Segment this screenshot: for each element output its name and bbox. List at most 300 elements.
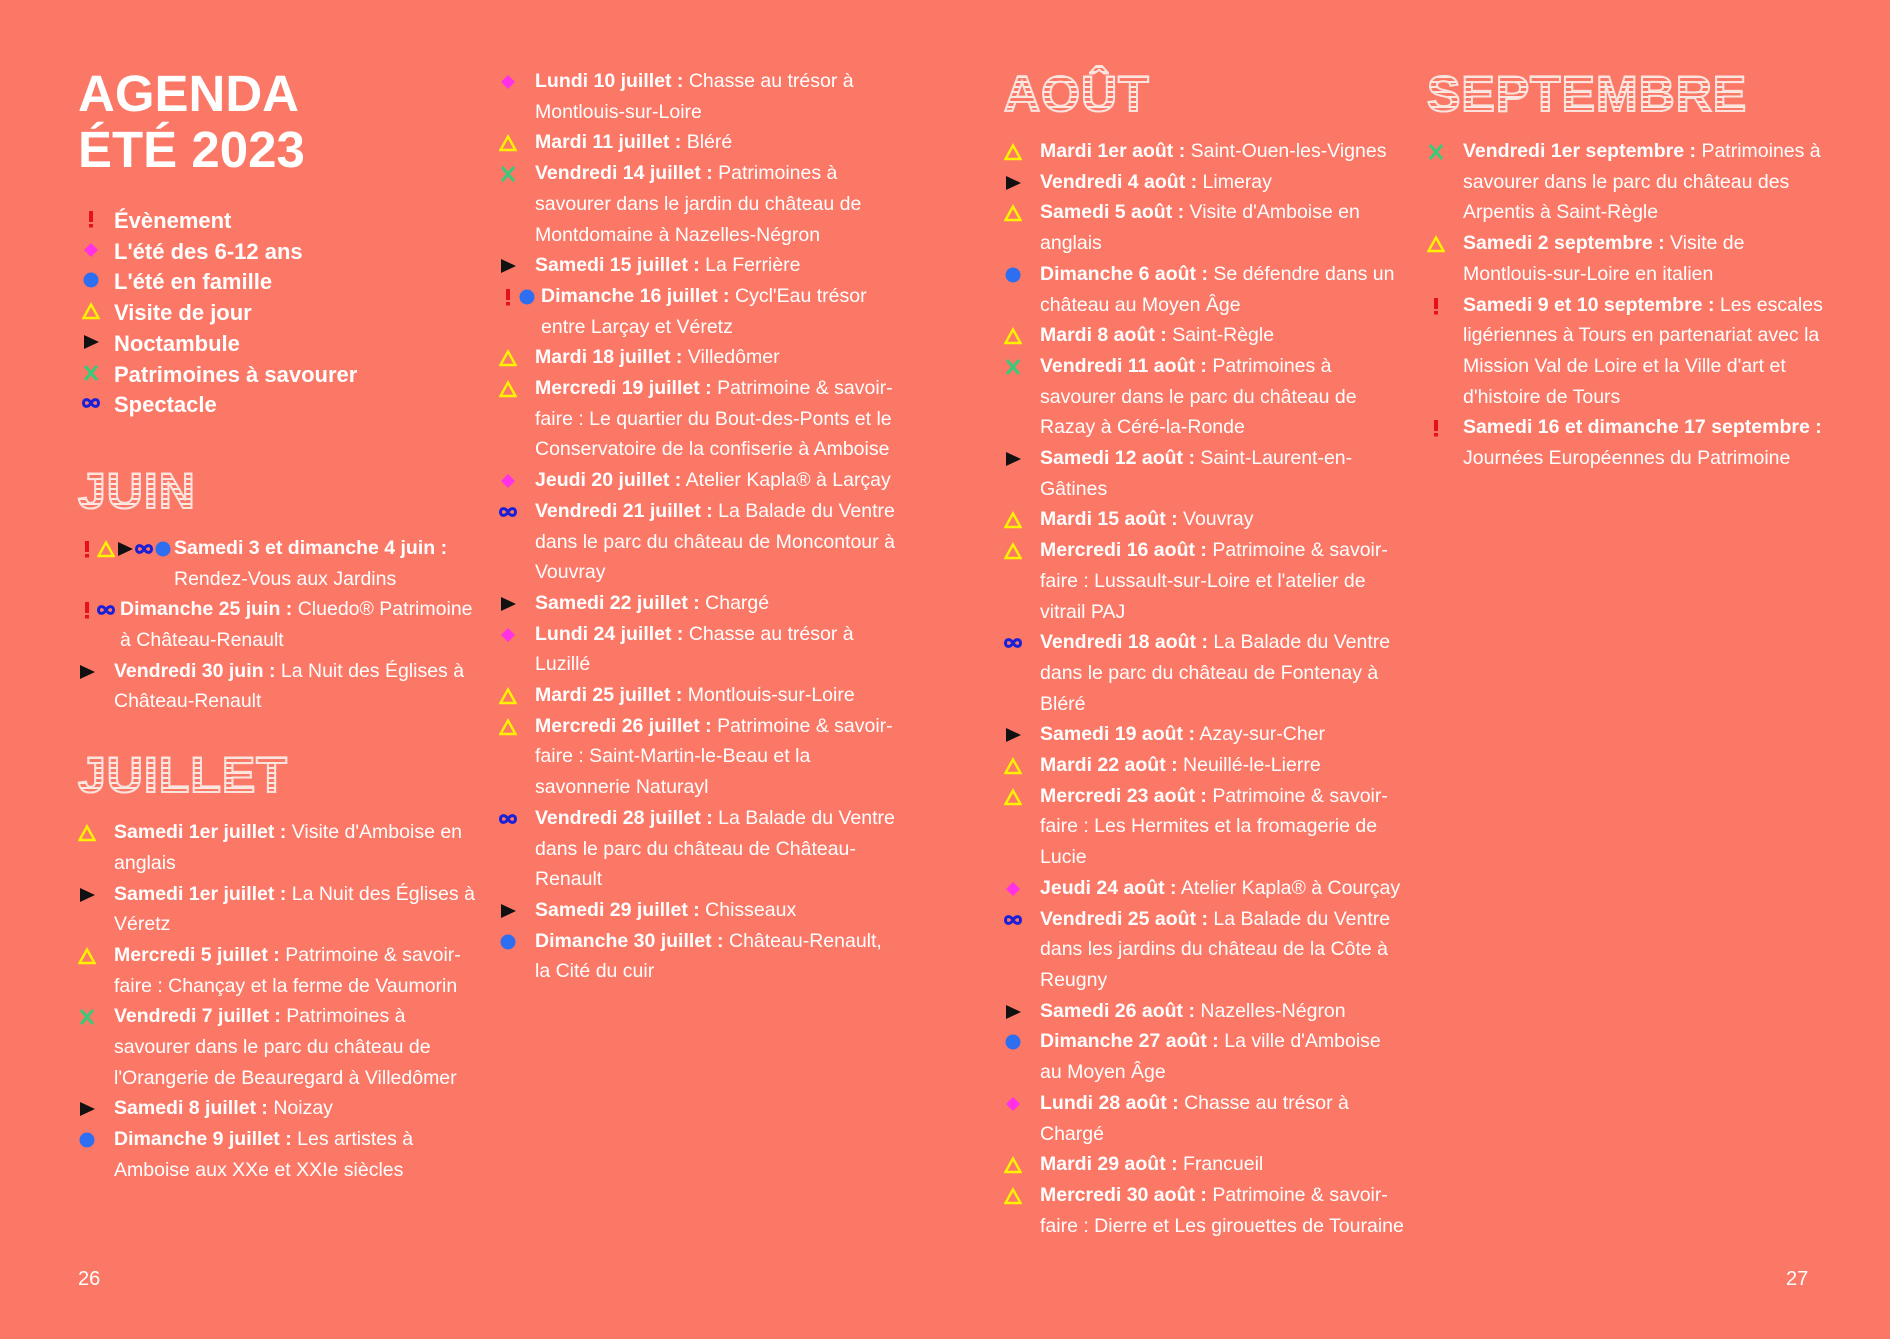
event-description: Bléré xyxy=(686,131,733,154)
event-date: Dimanche 9 juillet : xyxy=(114,1128,292,1151)
event-date: Samedi 19 août : xyxy=(1040,723,1195,746)
legend-label: Noctambule xyxy=(114,330,240,356)
event-date: Dimanche 27 août : xyxy=(1040,1030,1219,1053)
legend-item xyxy=(78,206,478,237)
event-date: Jeudi 24 août : xyxy=(1040,876,1177,899)
event-date: Vendredi 18 août : xyxy=(1040,631,1208,654)
event-description: Chasse au trésor à Luzillé xyxy=(535,622,854,676)
legend-item xyxy=(78,267,478,298)
event-description: Cycl'Eau trésor entre Larçay et Véretz xyxy=(541,284,867,338)
legend-item xyxy=(78,329,478,360)
legend-label: Visite de jour xyxy=(114,300,252,326)
event-text xyxy=(535,711,899,803)
event-description: Patrimoines à savourer dans le parc du château de Razay à Céré-la-Ronde xyxy=(1040,354,1357,439)
event-entry xyxy=(1004,443,1404,504)
event-text xyxy=(114,940,478,1001)
event-date: Vendredi 11 août : xyxy=(1040,354,1207,377)
exclamation-icon xyxy=(1427,297,1445,315)
event-entry xyxy=(1004,750,1404,781)
triangle-icon xyxy=(1004,143,1022,161)
legend-item xyxy=(78,390,478,421)
event-icons xyxy=(1004,504,1040,535)
event-icons xyxy=(1004,996,1040,1027)
event-text xyxy=(1040,504,1404,535)
event-text xyxy=(114,656,478,717)
event-entry xyxy=(1004,259,1404,320)
event-text xyxy=(1040,1088,1404,1149)
event-text xyxy=(1040,1180,1404,1241)
event-icons xyxy=(499,66,535,127)
event-date: Dimanche 16 juillet : xyxy=(541,284,730,307)
month-heading-septembre: SEPTEMBRE xyxy=(1427,66,1827,122)
event-icons xyxy=(499,895,535,926)
month-heading-juin: JUIN xyxy=(78,463,478,519)
event-date: Mardi 8 août : xyxy=(1040,324,1167,347)
event-date: Vendredi 21 juillet : xyxy=(535,499,713,522)
event-date: Samedi 22 juillet : xyxy=(535,591,700,614)
event-description: Azay-sur-Cher xyxy=(1199,723,1326,746)
event-text xyxy=(1463,412,1827,473)
event-icons xyxy=(1004,259,1040,320)
legend-item xyxy=(78,360,478,391)
event-description: Saint-Ouen-les-Vignes xyxy=(1190,140,1387,162)
third-column xyxy=(1004,66,1404,1241)
event-entry xyxy=(499,895,899,926)
event-description: Neuillé-le-Lierre xyxy=(1183,754,1321,777)
triangle-icon xyxy=(1004,511,1022,529)
dot-icon xyxy=(1004,1033,1022,1051)
event-icons xyxy=(1004,136,1040,167)
event-icons xyxy=(78,533,177,594)
event-icons xyxy=(499,465,535,496)
event-description: Les artistes à Amboise aux XXe et XXIe siècles xyxy=(114,1128,414,1181)
event-date: Samedi 9 et 10 septembre : xyxy=(1463,293,1715,316)
event-text xyxy=(114,1093,478,1124)
event-entry xyxy=(499,711,899,803)
event-date: Mardi 1er août : xyxy=(1040,140,1186,162)
event-description: Noizay xyxy=(273,1097,333,1120)
event-description: Montlouis-sur-Loire xyxy=(687,684,855,707)
event-entry xyxy=(499,465,899,496)
triangle-icon xyxy=(499,134,517,152)
second-column xyxy=(499,66,899,987)
dot-icon xyxy=(78,1131,96,1149)
event-date: Mercredi 26 juillet : xyxy=(535,714,712,737)
infinity-icon xyxy=(1004,911,1022,929)
event-text xyxy=(535,127,899,158)
event-date: Dimanche 6 août : xyxy=(1040,262,1208,285)
event-entry xyxy=(78,1093,478,1124)
event-icons xyxy=(499,926,535,987)
event-date: Samedi 8 juillet : xyxy=(114,1097,268,1120)
x-icon xyxy=(1004,358,1022,376)
event-description: Visite d'Amboise en anglais xyxy=(114,821,463,874)
event-entry xyxy=(1004,719,1404,750)
x-icon xyxy=(499,165,517,183)
event-icons xyxy=(78,817,114,878)
event-icons xyxy=(499,373,535,465)
event-entry xyxy=(499,127,899,158)
event-icons xyxy=(1004,443,1040,504)
event-entry xyxy=(499,342,899,373)
event-date: Dimanche 25 juin : xyxy=(120,598,293,621)
event-text xyxy=(535,342,899,373)
event-text xyxy=(535,250,899,281)
event-description: Chasse au trésor à Montlouis-sur-Loire xyxy=(535,70,854,123)
play-icon xyxy=(78,1100,96,1118)
event-date: Lundi 28 août : xyxy=(1040,1091,1179,1114)
event-icons xyxy=(1427,136,1463,228)
event-entry xyxy=(1004,1180,1404,1241)
event-text xyxy=(1463,136,1827,228)
event-entry xyxy=(499,66,899,127)
event-date: Mercredi 23 août : xyxy=(1040,784,1207,807)
legend-label: Patrimoines à savourer xyxy=(114,361,358,387)
event-date: Dimanche 30 juillet : xyxy=(535,929,724,952)
event-date: Mardi 18 juillet : xyxy=(535,346,683,369)
event-entry xyxy=(1004,320,1404,351)
event-description: Visite d'Amboise en anglais xyxy=(1040,201,1360,255)
event-description: Patrimoine & savoir-faire : Lussault-sur-Loire et l'atelier de vitrail PAJ xyxy=(1040,539,1388,623)
infinity-icon xyxy=(97,601,115,619)
event-entry xyxy=(499,680,899,711)
event-description: La Balade du Ventre dans le parc du château de Moncontour à Vouvray xyxy=(535,499,895,584)
diamond-icon xyxy=(82,241,100,259)
exclamation-icon xyxy=(78,540,96,558)
event-date: Mercredi 16 août : xyxy=(1040,539,1207,562)
infinity-icon xyxy=(1004,634,1022,652)
event-icons xyxy=(78,1124,114,1185)
event-description: La ville d'Amboise au Moyen Âge xyxy=(1040,1030,1381,1084)
event-entry xyxy=(1004,873,1404,904)
event-icons xyxy=(1004,351,1040,443)
event-text xyxy=(1040,1149,1404,1180)
event-icons xyxy=(78,594,120,655)
event-text xyxy=(535,465,899,496)
event-date: Mercredi 19 juillet : xyxy=(535,377,712,400)
event-text xyxy=(1040,320,1404,351)
event-description: Francueil xyxy=(1183,1153,1264,1176)
event-entry xyxy=(78,817,478,878)
play-icon xyxy=(1004,450,1022,468)
event-description: Cluedo® Patrimoine à Château-Renault xyxy=(120,598,473,652)
event-date: Lundi 24 juillet : xyxy=(535,622,684,645)
dot-icon xyxy=(518,288,536,306)
legend-item xyxy=(78,237,478,268)
event-date: Vendredi 30 juin : xyxy=(114,659,276,682)
event-date: Vendredi 14 juillet : xyxy=(535,162,713,185)
left-column xyxy=(78,66,478,1186)
event-description: Saint-Règle xyxy=(1172,324,1275,347)
triangle-icon xyxy=(78,947,96,965)
event-description: Atelier Kapla® à Larçay xyxy=(685,469,891,492)
event-entry xyxy=(499,803,899,895)
event-text xyxy=(535,588,899,619)
event-text xyxy=(1040,443,1404,504)
infinity-icon xyxy=(135,540,153,558)
event-icons xyxy=(499,803,535,895)
event-description: Patrimoines à savourer dans le parc du château des Arpentis à Saint-Règle xyxy=(1463,140,1821,224)
diamond-icon xyxy=(499,626,517,644)
event-text xyxy=(120,594,478,655)
event-description: Patrimoines à savourer dans le parc du château de l'Orangerie de Beauregard à Villedômer xyxy=(114,1005,457,1089)
event-icons xyxy=(78,940,114,1001)
event-entry xyxy=(1004,627,1404,719)
exclamation-icon xyxy=(499,288,517,306)
legend-icon-wrap xyxy=(78,390,114,421)
event-icons xyxy=(499,711,535,803)
x-icon xyxy=(82,364,100,382)
page-title xyxy=(78,66,478,178)
play-icon xyxy=(82,333,100,351)
exclamation-icon xyxy=(82,210,100,228)
triangle-icon xyxy=(499,687,517,705)
event-entry xyxy=(1427,228,1827,289)
event-date: Samedi 1er juillet : xyxy=(114,821,287,844)
event-description: Patrimoine & savoir-faire : Saint-Martin-le-Beau et la savonnerie Naturayl xyxy=(535,714,893,799)
event-entry xyxy=(78,594,478,655)
event-description: La Balade du Ventre dans le parc du château de Château-Renault xyxy=(535,806,895,891)
title-line-2: ÉTÉ 2023 xyxy=(78,121,305,178)
event-description: La Balade du Ventre dans les jardins du château de la Côte à Reugny xyxy=(1040,907,1391,991)
event-description: Patrimoine & savoir-faire : Le quartier du Bout-des-Ponts et le Conservatoire de la confiserie à Amboise xyxy=(535,377,893,461)
event-entry xyxy=(1004,504,1404,535)
event-entry xyxy=(499,619,899,680)
legend-icon-wrap xyxy=(78,267,114,298)
event-description: Se défendre dans un château au Moyen Âge xyxy=(1040,262,1395,316)
event-list-juin xyxy=(78,533,478,717)
event-icons xyxy=(78,879,114,940)
event-entry xyxy=(1004,781,1404,873)
event-description: Saint-Laurent-en-Gâtines xyxy=(1040,447,1353,500)
triangle-icon xyxy=(1004,1156,1022,1174)
event-list-juillet-a xyxy=(78,817,478,1185)
legend-label: L'été en famille xyxy=(114,269,273,295)
play-icon xyxy=(1004,1003,1022,1021)
event-list-aout xyxy=(1004,136,1404,1241)
event-entry xyxy=(1004,535,1404,627)
event-text xyxy=(535,373,899,465)
event-date: Samedi 29 juillet : xyxy=(535,898,700,921)
event-entry xyxy=(1004,1149,1404,1180)
event-date: Mardi 11 juillet : xyxy=(535,131,682,154)
event-description: Château-Renault, la Cité du cuir xyxy=(535,929,882,983)
event-description: Atelier Kapla® à Courçay xyxy=(1180,876,1401,899)
event-text xyxy=(1463,290,1827,413)
event-date: Mercredi 30 août : xyxy=(1040,1183,1207,1206)
event-text xyxy=(1040,167,1404,198)
event-icons xyxy=(499,496,535,588)
infinity-icon xyxy=(82,394,100,412)
event-icons xyxy=(1004,904,1040,996)
event-date: Vendredi 1er septembre : xyxy=(1463,140,1697,162)
event-icons xyxy=(1004,197,1040,258)
event-text xyxy=(535,158,899,250)
event-entry xyxy=(1004,1088,1404,1149)
event-icons xyxy=(78,656,114,717)
event-date: Lundi 10 juillet : xyxy=(535,70,684,92)
event-icons xyxy=(1004,627,1040,719)
legend-icon-wrap xyxy=(78,329,114,360)
event-date: Samedi 16 et dimanche 17 septembre : xyxy=(1463,416,1822,439)
event-text xyxy=(1040,904,1404,996)
event-text xyxy=(1040,1026,1404,1087)
event-icons xyxy=(1004,1149,1040,1180)
event-date: Samedi 2 septembre : xyxy=(1463,232,1665,255)
event-icons xyxy=(499,250,535,281)
event-text xyxy=(535,680,899,711)
event-entry xyxy=(1427,136,1827,228)
title-line-1: AGENDA xyxy=(78,65,300,122)
play-icon xyxy=(499,257,517,275)
month-heading-juillet: JUILLET xyxy=(78,747,478,803)
event-text xyxy=(1040,259,1404,320)
event-description: Nazelles-Négron xyxy=(1200,999,1346,1022)
diamond-icon xyxy=(499,472,517,490)
event-description: Visite de Montlouis-sur-Loire en italien xyxy=(1463,232,1745,285)
event-text xyxy=(535,619,899,680)
exclamation-icon xyxy=(1427,419,1445,437)
legend-icon-wrap xyxy=(78,360,114,391)
page-number-left: 26 xyxy=(78,1268,101,1290)
event-icons xyxy=(499,588,535,619)
dot-icon xyxy=(154,540,172,558)
play-icon xyxy=(499,595,517,613)
legend-label: Évènement xyxy=(114,208,232,233)
play-icon xyxy=(1004,174,1022,192)
event-date: Mardi 25 juillet : xyxy=(535,684,683,707)
event-description: Rendez-Vous aux Jardins xyxy=(174,567,397,590)
play-icon xyxy=(499,902,517,920)
play-icon xyxy=(78,663,96,681)
event-icons xyxy=(78,1001,114,1093)
event-description: Vouvray xyxy=(1183,508,1254,531)
event-date: Vendredi 4 août : xyxy=(1040,170,1198,193)
event-entry xyxy=(499,158,899,250)
legend-icon-wrap xyxy=(78,298,114,329)
legend-label: Spectacle xyxy=(114,392,217,418)
event-text xyxy=(535,496,899,588)
triangle-icon xyxy=(499,349,517,367)
event-entry xyxy=(78,940,478,1001)
event-description: Patrimoine & savoir-faire : Chançay et la ferme de Vaumorin xyxy=(114,943,461,997)
event-icons xyxy=(1427,290,1463,413)
event-description: Limeray xyxy=(1202,170,1272,193)
event-icons xyxy=(1004,1026,1040,1087)
triangle-icon xyxy=(1427,235,1445,253)
event-date: Samedi 15 juillet : xyxy=(535,254,700,277)
dot-icon xyxy=(499,933,517,951)
event-description: La Nuit des Églises à Véretz xyxy=(114,882,475,936)
triangle-icon xyxy=(78,824,96,842)
diamond-icon xyxy=(1004,1095,1022,1113)
event-date: Mercredi 5 juillet : xyxy=(114,943,280,966)
legend-label: L'été des 6-12 ans xyxy=(114,238,303,264)
event-entry xyxy=(78,1124,478,1185)
infinity-icon xyxy=(499,503,517,521)
event-description: Patrimoines à savourer dans le jardin du château de Montdomaine à Nazelles-Négron xyxy=(535,162,862,246)
triangle-icon xyxy=(1004,788,1022,806)
event-text xyxy=(1040,535,1404,627)
event-date: Samedi 26 août : xyxy=(1040,999,1195,1022)
event-entry xyxy=(1004,167,1404,198)
event-icons xyxy=(1427,412,1463,473)
diamond-icon xyxy=(1004,880,1022,898)
event-text xyxy=(1040,627,1404,719)
event-text xyxy=(1463,228,1827,289)
event-date: Samedi 3 et dimanche 4 juin : xyxy=(174,536,448,559)
event-entry xyxy=(78,879,478,940)
event-text xyxy=(1040,719,1404,750)
diamond-icon xyxy=(499,73,517,91)
triangle-icon xyxy=(1004,757,1022,775)
event-text xyxy=(1040,996,1404,1027)
event-icons xyxy=(78,1093,114,1124)
event-icons xyxy=(499,680,535,711)
event-icons xyxy=(499,619,535,680)
event-description: Chargé xyxy=(705,591,770,614)
event-description: La Balade du Ventre dans le parc du château de Fontenay à Bléré xyxy=(1040,631,1391,715)
event-icons xyxy=(1004,750,1040,781)
event-text xyxy=(114,879,478,940)
event-text xyxy=(1040,781,1404,873)
event-text xyxy=(1040,750,1404,781)
event-entry xyxy=(499,588,899,619)
event-entry xyxy=(1004,996,1404,1027)
event-entry xyxy=(1004,1026,1404,1087)
infinity-icon xyxy=(499,810,517,828)
triangle-icon xyxy=(97,540,115,558)
triangle-icon xyxy=(1004,1187,1022,1205)
event-entry xyxy=(1004,136,1404,167)
event-icons xyxy=(1427,228,1463,289)
page-number-right: 27 xyxy=(1786,1268,1809,1290)
triangle-icon xyxy=(499,718,517,736)
x-icon xyxy=(78,1008,96,1026)
legend-icon-wrap xyxy=(78,206,114,237)
event-description: Chasse au trésor à Chargé xyxy=(1040,1091,1349,1145)
dot-icon xyxy=(1004,266,1022,284)
event-icons xyxy=(1004,320,1040,351)
event-list-septembre xyxy=(1427,136,1827,474)
event-description: Chisseaux xyxy=(705,898,797,921)
event-icons xyxy=(499,281,541,342)
event-text xyxy=(114,1124,478,1185)
event-entry xyxy=(78,656,478,717)
play-icon xyxy=(78,886,96,904)
event-date: Mardi 15 août : xyxy=(1040,508,1178,531)
dot-icon xyxy=(82,271,100,289)
event-icons xyxy=(1004,535,1040,627)
event-text xyxy=(1040,351,1404,443)
event-icons xyxy=(1004,719,1040,750)
event-date: Vendredi 28 juillet : xyxy=(535,806,713,829)
event-entry xyxy=(499,281,899,342)
event-icons xyxy=(1004,167,1040,198)
event-entry xyxy=(499,250,899,281)
event-icons xyxy=(1004,1088,1040,1149)
exclamation-icon xyxy=(78,601,96,619)
event-text xyxy=(535,926,899,987)
play-icon xyxy=(1004,726,1022,744)
event-text xyxy=(535,803,899,895)
event-icons xyxy=(499,127,535,158)
fourth-column xyxy=(1427,66,1827,474)
play-icon xyxy=(116,540,134,558)
event-icons xyxy=(1004,1180,1040,1241)
event-icons xyxy=(499,158,535,250)
event-entry xyxy=(1427,290,1827,413)
